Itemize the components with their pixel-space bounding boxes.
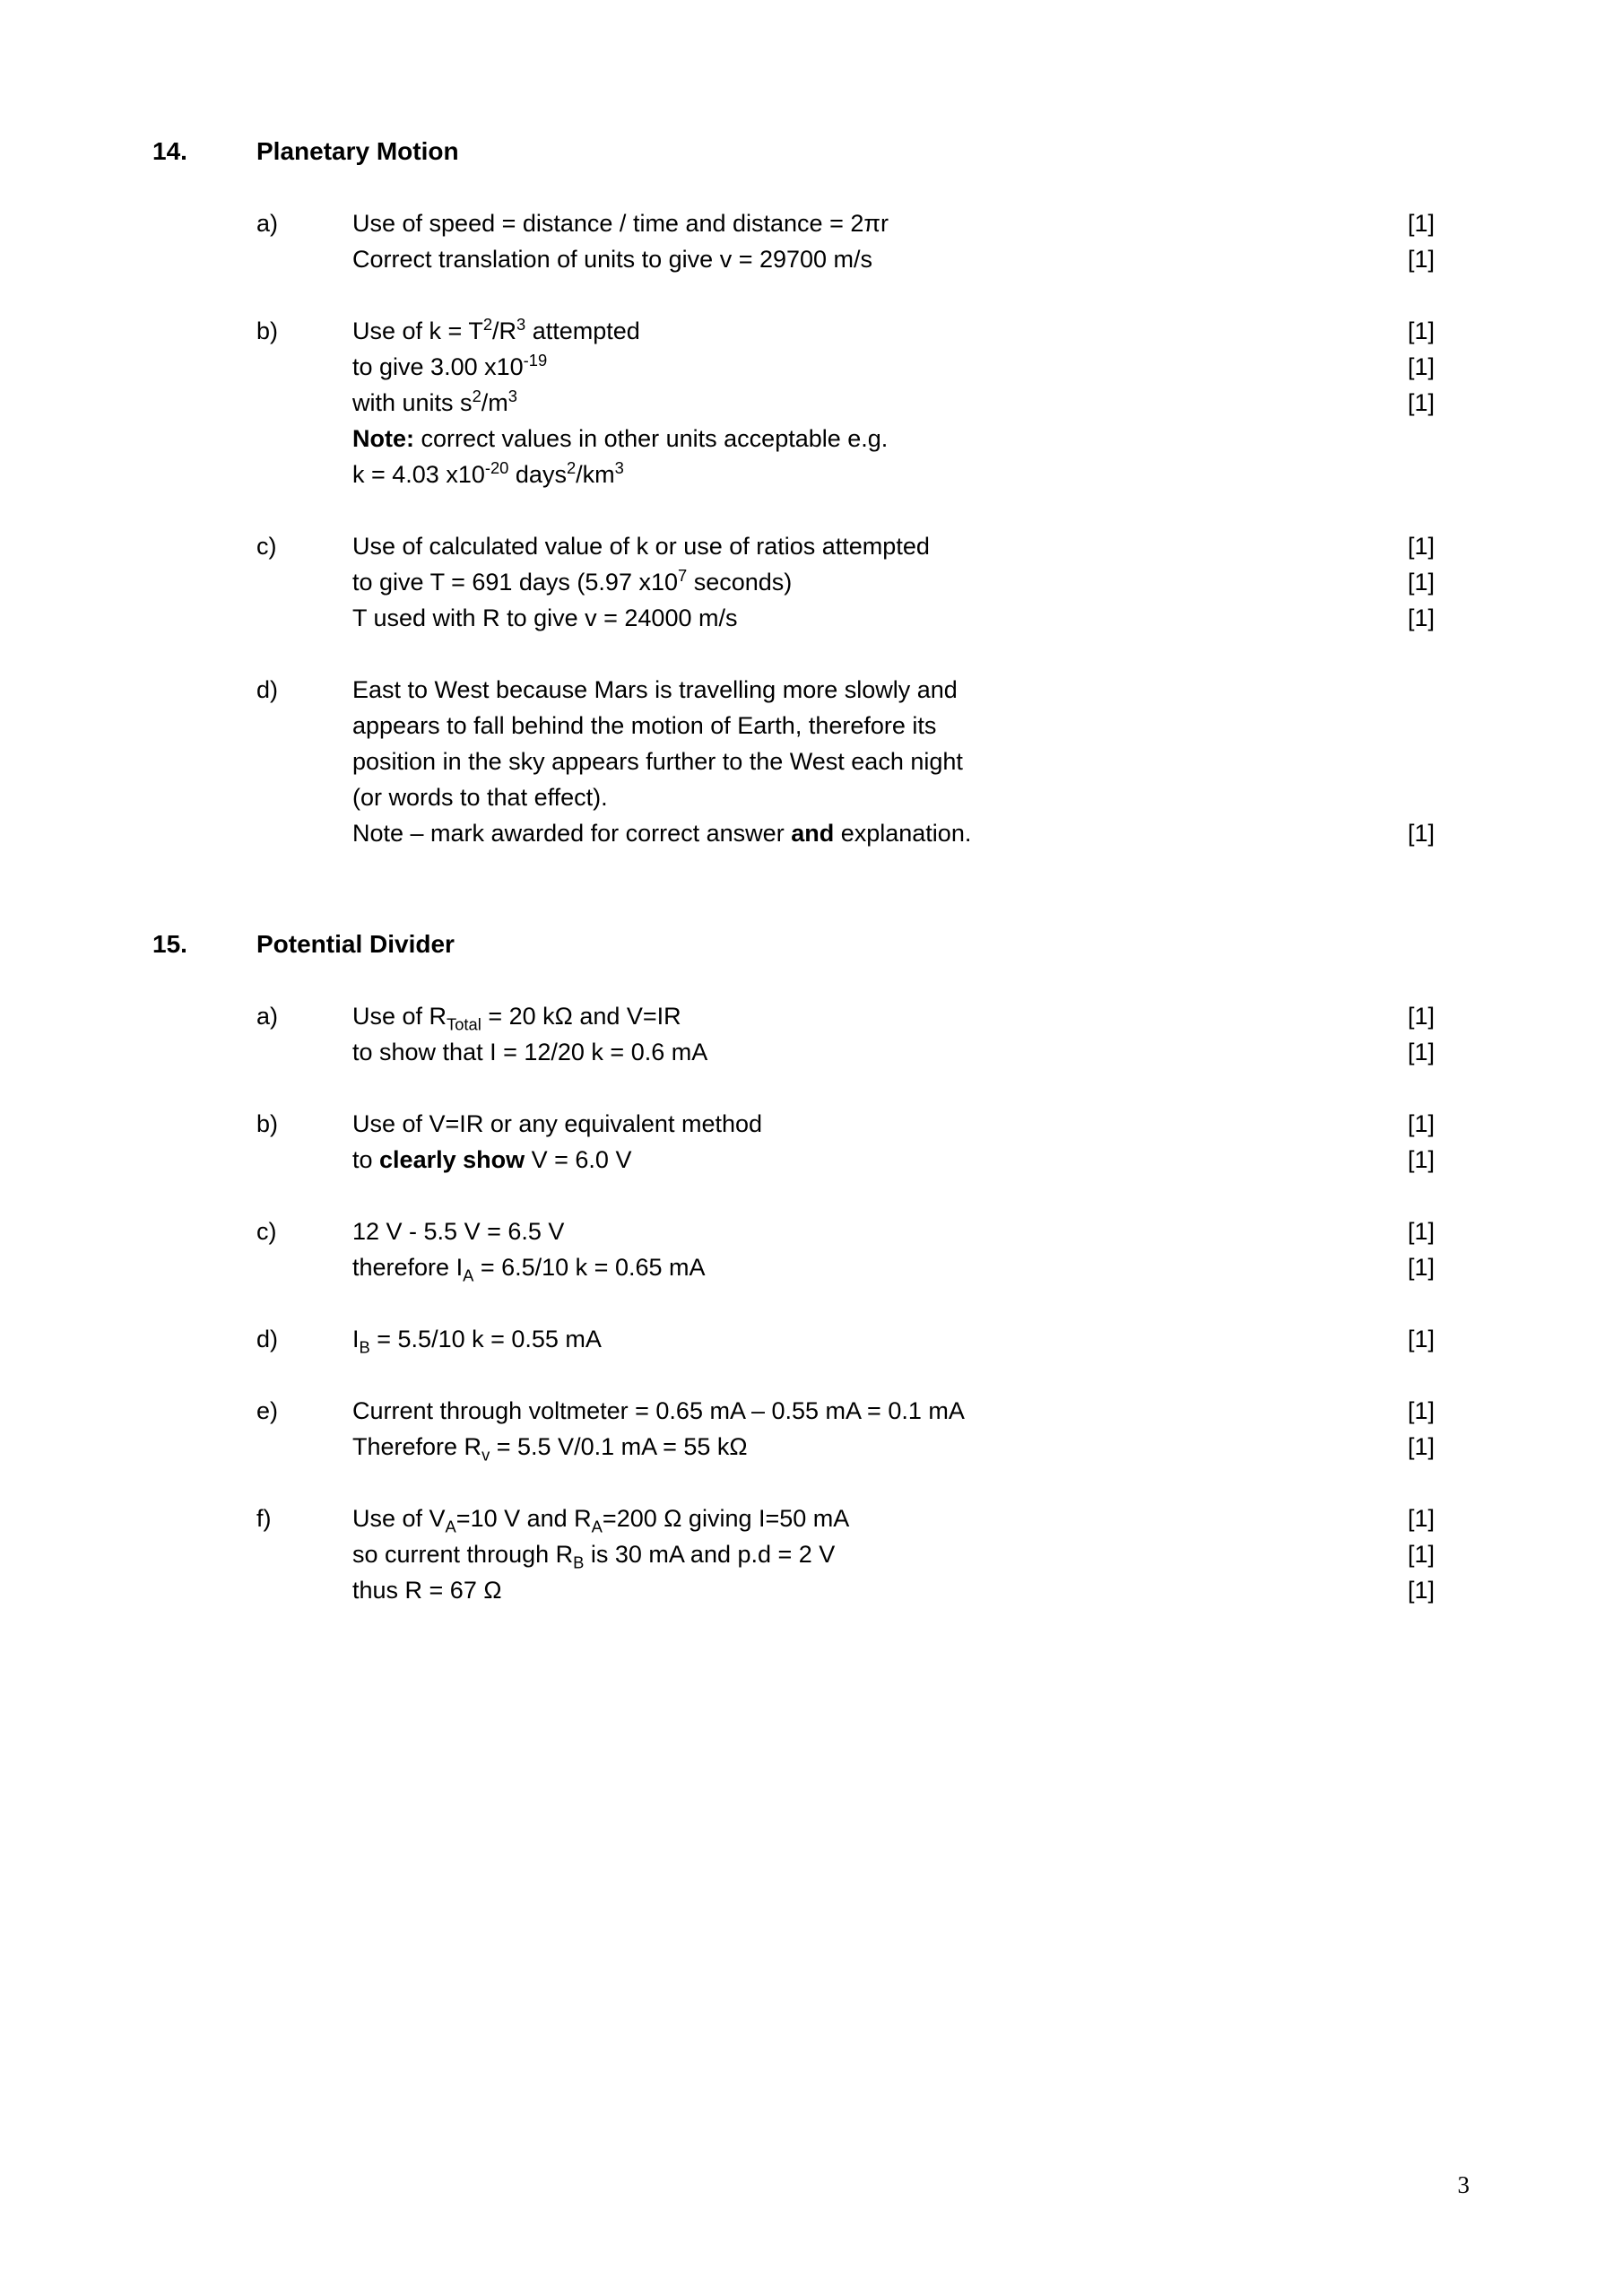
mark-allocation: [1] xyxy=(1408,1432,1436,1460)
answer-line xyxy=(352,673,1479,709)
mark-allocation: [1] xyxy=(1408,388,1436,416)
mark-allocation: [1] xyxy=(1408,317,1436,344)
answer-text: to give T = 691 days (5.97 $x10^7$ seconds) xyxy=(352,565,793,596)
answer-line xyxy=(352,1107,1479,1143)
answer-text: T used with R to give v = 24000 m/s xyxy=(352,604,738,631)
answer-text: 12 V - 5.5 V = 6.5 V xyxy=(352,1217,565,1245)
answer-line xyxy=(352,1501,1479,1537)
answer-text: with units $s^2/m^3$ xyxy=(352,386,517,416)
answer-line xyxy=(352,816,1479,852)
answer-part xyxy=(152,1107,1479,1178)
answer-line xyxy=(352,206,1479,242)
answer-line xyxy=(352,1214,1479,1250)
part-label: f) xyxy=(256,1504,272,1532)
answer-line xyxy=(352,457,1479,493)
answer-text: so current through $R_B$ is 30 mA and p.d = 2 V xyxy=(352,1540,836,1571)
mark-allocation: [1] xyxy=(1408,1504,1436,1532)
answer-text: Correct translation of units to give v = 29700 m/s xyxy=(352,245,873,273)
part-body xyxy=(352,999,1479,1071)
question-title: Planetary Motion xyxy=(256,137,459,165)
part-label: c) xyxy=(256,532,277,560)
part-body xyxy=(352,1107,1479,1178)
part-body xyxy=(352,206,1479,278)
answer-text: Use of calculated value of k or use of ratios attempted xyxy=(352,532,930,560)
part-label: e) xyxy=(256,1396,279,1424)
part-label: a) xyxy=(256,209,279,237)
answer-part xyxy=(152,529,1479,637)
answer-line xyxy=(352,780,1479,816)
answer-line xyxy=(352,314,1479,350)
answer-line xyxy=(352,601,1479,637)
answer-line xyxy=(352,1573,1479,1609)
answer-text: Use of $k = T^2/R^3$ attempted xyxy=(352,314,640,344)
mark-allocation: [1] xyxy=(1408,209,1436,237)
answer-part xyxy=(152,1214,1479,1286)
answer-text: k = 4.03 $x10^{-20}$ $days^2/km^3$ xyxy=(352,457,624,488)
answer-line xyxy=(352,744,1479,780)
answer-line xyxy=(352,1430,1479,1465)
part-label: a) xyxy=(256,1002,279,1030)
answer-line xyxy=(352,242,1479,278)
answer-line xyxy=(352,999,1479,1035)
mark-allocation: [1] xyxy=(1408,1109,1436,1137)
part-label: c) xyxy=(256,1217,277,1245)
question-title: Potential Divider xyxy=(256,929,455,958)
answer-text: to give 3.00 $x10^{-19}$ xyxy=(352,350,548,380)
answer-text: Current through voltmeter = 0.65 mA – 0.55 mA = 0.1 mA xyxy=(352,1396,965,1424)
answer-line xyxy=(352,1537,1479,1573)
answer-line xyxy=(352,386,1479,422)
part-label: b) xyxy=(256,1109,279,1137)
answer-text: to show that I = 12/20 k = 0.6 mA xyxy=(352,1038,708,1065)
mark-allocation: [1] xyxy=(1408,1217,1436,1245)
answer-text: Use of $V_A=10$ V and $R_A=200$ Ω giving I=50 mA xyxy=(352,1504,850,1535)
answer-line xyxy=(352,422,1479,457)
answer-text: Use of V=IR or any equivalent method xyxy=(352,1109,763,1137)
answer-line xyxy=(352,1322,1479,1358)
answer-part xyxy=(152,673,1479,852)
mark-allocation: [1] xyxy=(1408,1396,1436,1424)
mark-allocation: [1] xyxy=(1408,1253,1436,1281)
mark-allocation: [1] xyxy=(1408,1540,1436,1568)
answer-text: Therefore $R_v = 5.5$ V/0.1 mA = 55 kΩ xyxy=(352,1432,748,1464)
answer-line xyxy=(352,709,1479,744)
question-header xyxy=(152,927,1479,961)
mark-allocation: [1] xyxy=(1408,1576,1436,1604)
mark-allocation: [1] xyxy=(1408,245,1436,273)
answer-part xyxy=(152,1501,1479,1609)
part-body xyxy=(352,1394,1479,1465)
part-label: d) xyxy=(256,675,279,703)
section-gap xyxy=(152,888,1479,927)
answer-text: $I_B = 5.5/10$ k = 0.55 mA xyxy=(352,1325,602,1356)
answer-line xyxy=(352,1250,1479,1286)
mark-allocation: [1] xyxy=(1408,1002,1436,1030)
answer-part xyxy=(152,1394,1479,1465)
answer-text: appears to fall behind the motion of Earth, therefore its xyxy=(352,711,937,739)
answer-line xyxy=(352,529,1479,565)
answer-text: (or words to that effect). xyxy=(352,783,608,811)
answer-text: Use of $R_{Total} = 20$ kΩ and V=IR xyxy=(352,1002,681,1033)
question-header xyxy=(152,135,1479,169)
answer-line xyxy=(352,1035,1479,1071)
part-body xyxy=(352,1501,1479,1609)
part-body xyxy=(352,1214,1479,1286)
answer-text: Note: correct values in other units acceptable e.g. xyxy=(352,424,889,452)
part-body xyxy=(352,673,1479,852)
answer-part xyxy=(152,1322,1479,1358)
mark-allocation: [1] xyxy=(1408,1325,1436,1352)
mark-allocation: [1] xyxy=(1408,819,1436,847)
answer-text: to clearly show V = 6.0 V xyxy=(352,1145,632,1173)
answer-text: Note – mark awarded for correct answer and explanation. xyxy=(352,819,972,847)
question-number: 14. xyxy=(152,137,187,165)
part-body xyxy=(352,314,1479,493)
answer-line xyxy=(352,350,1479,386)
mark-allocation: [1] xyxy=(1408,1038,1436,1065)
answer-text: position in the sky appears further to the West each night xyxy=(352,747,963,775)
answer-line xyxy=(352,565,1479,601)
mark-allocation: [1] xyxy=(1408,352,1436,380)
question-block xyxy=(152,135,1479,852)
answer-line xyxy=(352,1394,1479,1430)
answer-part xyxy=(152,999,1479,1071)
answer-part xyxy=(152,206,1479,278)
question-number: 15. xyxy=(152,929,187,958)
answer-text: therefore $I_A = 6.5/10$ k = 0.65 mA xyxy=(352,1253,706,1284)
answer-text: thus R = 67 Ω xyxy=(352,1576,502,1604)
part-body xyxy=(352,529,1479,637)
answer-line xyxy=(352,1143,1479,1178)
part-body xyxy=(352,1322,1479,1358)
answer-text: Use of speed = distance / time and distance = 2πr xyxy=(352,209,889,237)
answer-text: East to West because Mars is travelling more slowly and xyxy=(352,675,958,703)
part-label: d) xyxy=(256,1325,279,1352)
mark-allocation: [1] xyxy=(1408,532,1436,560)
page-content xyxy=(152,135,1479,1609)
page-number: 3 xyxy=(1457,2171,1470,2198)
question-block xyxy=(152,927,1479,1609)
mark-allocation: [1] xyxy=(1408,604,1436,631)
part-label: b) xyxy=(256,317,279,344)
answer-part xyxy=(152,314,1479,493)
mark-allocation: [1] xyxy=(1408,568,1436,596)
mark-allocation: [1] xyxy=(1408,1145,1436,1173)
